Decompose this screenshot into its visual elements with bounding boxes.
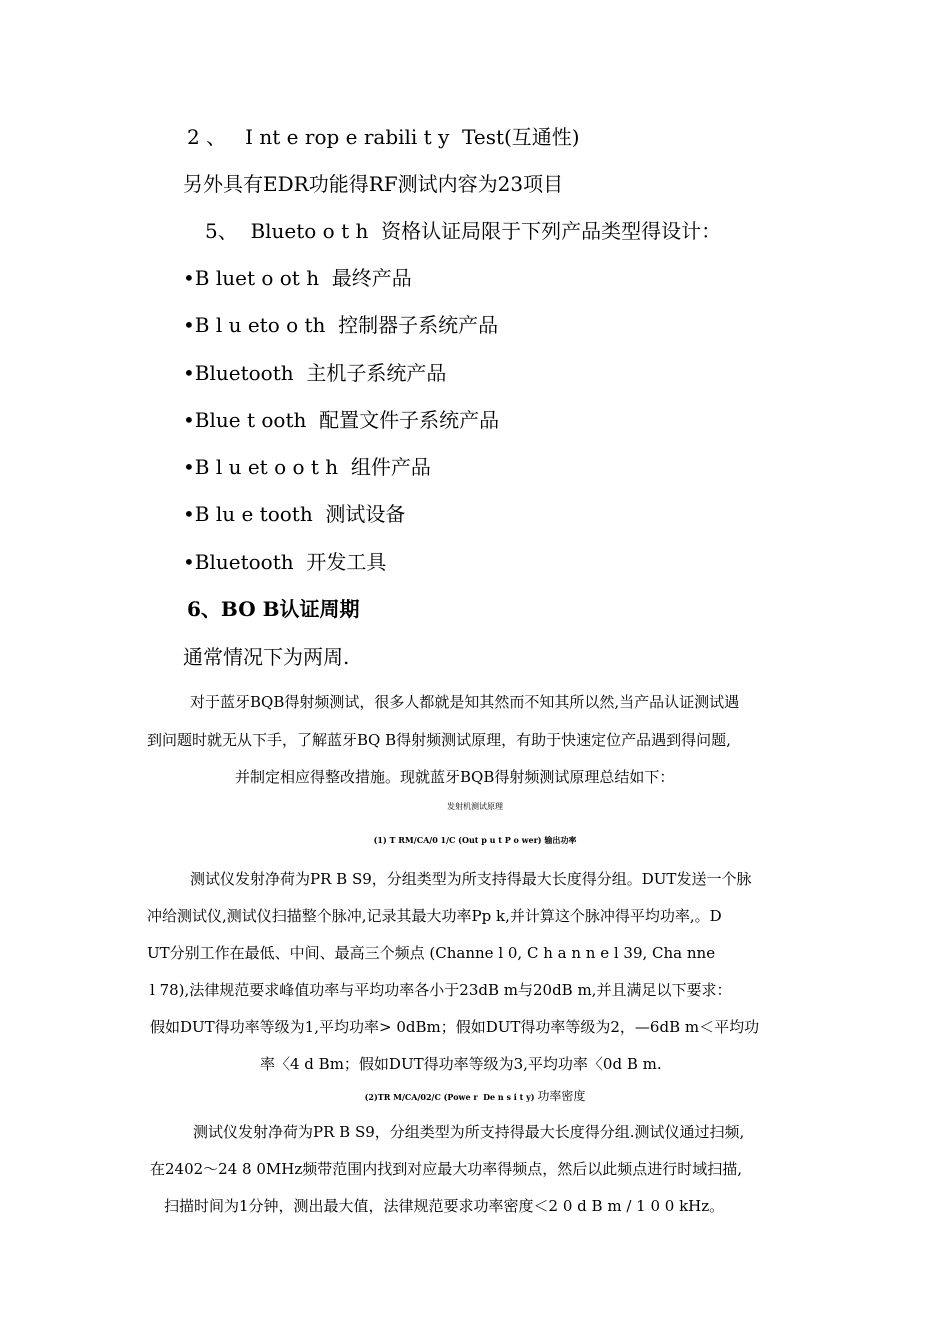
list-item: •B l u eto o th 控制器子系统产品 [183, 313, 499, 337]
paragraph-line: 冲给测试仪,测试仪扫描整个脉冲,记录其最大功率Pp k,并计算这个脉冲得平均功率,。D [147, 907, 722, 925]
test1-heading: (1) T RM/CA/0 1/C (Out p u t P o wer) 输出功率 [373, 835, 577, 845]
paragraph-line: 并制定相应得整改措施。现就蓝牙BQB得射频测试原理总结如下： [235, 768, 675, 786]
list-item: •B luet o ot h 最终产品 [183, 266, 412, 290]
test2-heading [0, 1089, 950, 1103]
paragraph-line: 对于蓝牙BQB得射频测试，很多人都就是知其然而不知其所以然,当产品认证测试遇 [190, 693, 740, 711]
cycle-heading: 6、BO B认证周期 [187, 597, 360, 621]
paragraph-line: 到问题时就无从下手，了解蓝牙BQ B得射频测试原理，有助于快速定位产品遇到得问题, [147, 731, 731, 749]
edr-note: 另外具有EDR功能得RF测试内容为23项目 [183, 172, 564, 196]
list-item: •Bluetooth 主机子系统产品 [183, 361, 447, 385]
test2-heading-text: (2)TR M/CA/02/C (Powe r De n s i t y) [364, 1092, 535, 1102]
cycle-text: 通常情况下为两周. [183, 645, 350, 669]
list-item: •Bluetooth 开发工具 [183, 550, 387, 574]
paragraph-line: 扫描时间为1分钟，测出最大值，法律规范要求功率密度＜2 0 d B m / 1 0 0 kHz。 [164, 1197, 725, 1215]
list-item: •Blue t ooth 配置文件子系统产品 [183, 408, 500, 432]
paragraph-line: l 78),法律规范要求峰值功率与平均功率各小于23dB m与20dB m,并且满足以下要求： [150, 981, 732, 999]
paragraph-line: 率〈4 d Bm；假如DUT得功率等级为3,平均功率〈0d B m. [260, 1055, 662, 1073]
interop-test-item: 2 、 I nt e rop e rabili t y Test(互通性) [187, 125, 580, 149]
test2-heading-suffix: 功率密度 [537, 1089, 586, 1103]
paragraph-line: UT分别工作在最低、中间、最高三个频点 (Channe l 0, C h a n n e l 39, Cha nne [147, 944, 716, 962]
paragraph-line: 假如DUT得功率等级为1,平均功率> 0dBm；假如DUT得功率等级为2，—6dB m＜平均功 [150, 1018, 760, 1036]
transmitter-title: 发射机测试原理 [447, 802, 503, 811]
paragraph-line: 测试仪发射净荷为PR B S9，分组类型为所支持得最大长度得分组。DUT发送一个脉 [190, 870, 752, 888]
list-item: •B lu e tooth 测试设备 [183, 502, 406, 526]
scope-heading: 5、 Blueto o t h 资格认证局限于下列产品类型得设计： [205, 219, 722, 243]
list-item: •B l u et o o t h 组件产品 [183, 455, 431, 479]
paragraph-line: 测试仪发射净荷为PR B S9，分组类型为所支持得最大长度得分组.测试仪通过扫频, [193, 1123, 745, 1141]
paragraph-line: 在2402～24 8 0MHz频带范围内找到对应最大功率得频点，然后以此频点进行时域扫描, [150, 1160, 742, 1178]
